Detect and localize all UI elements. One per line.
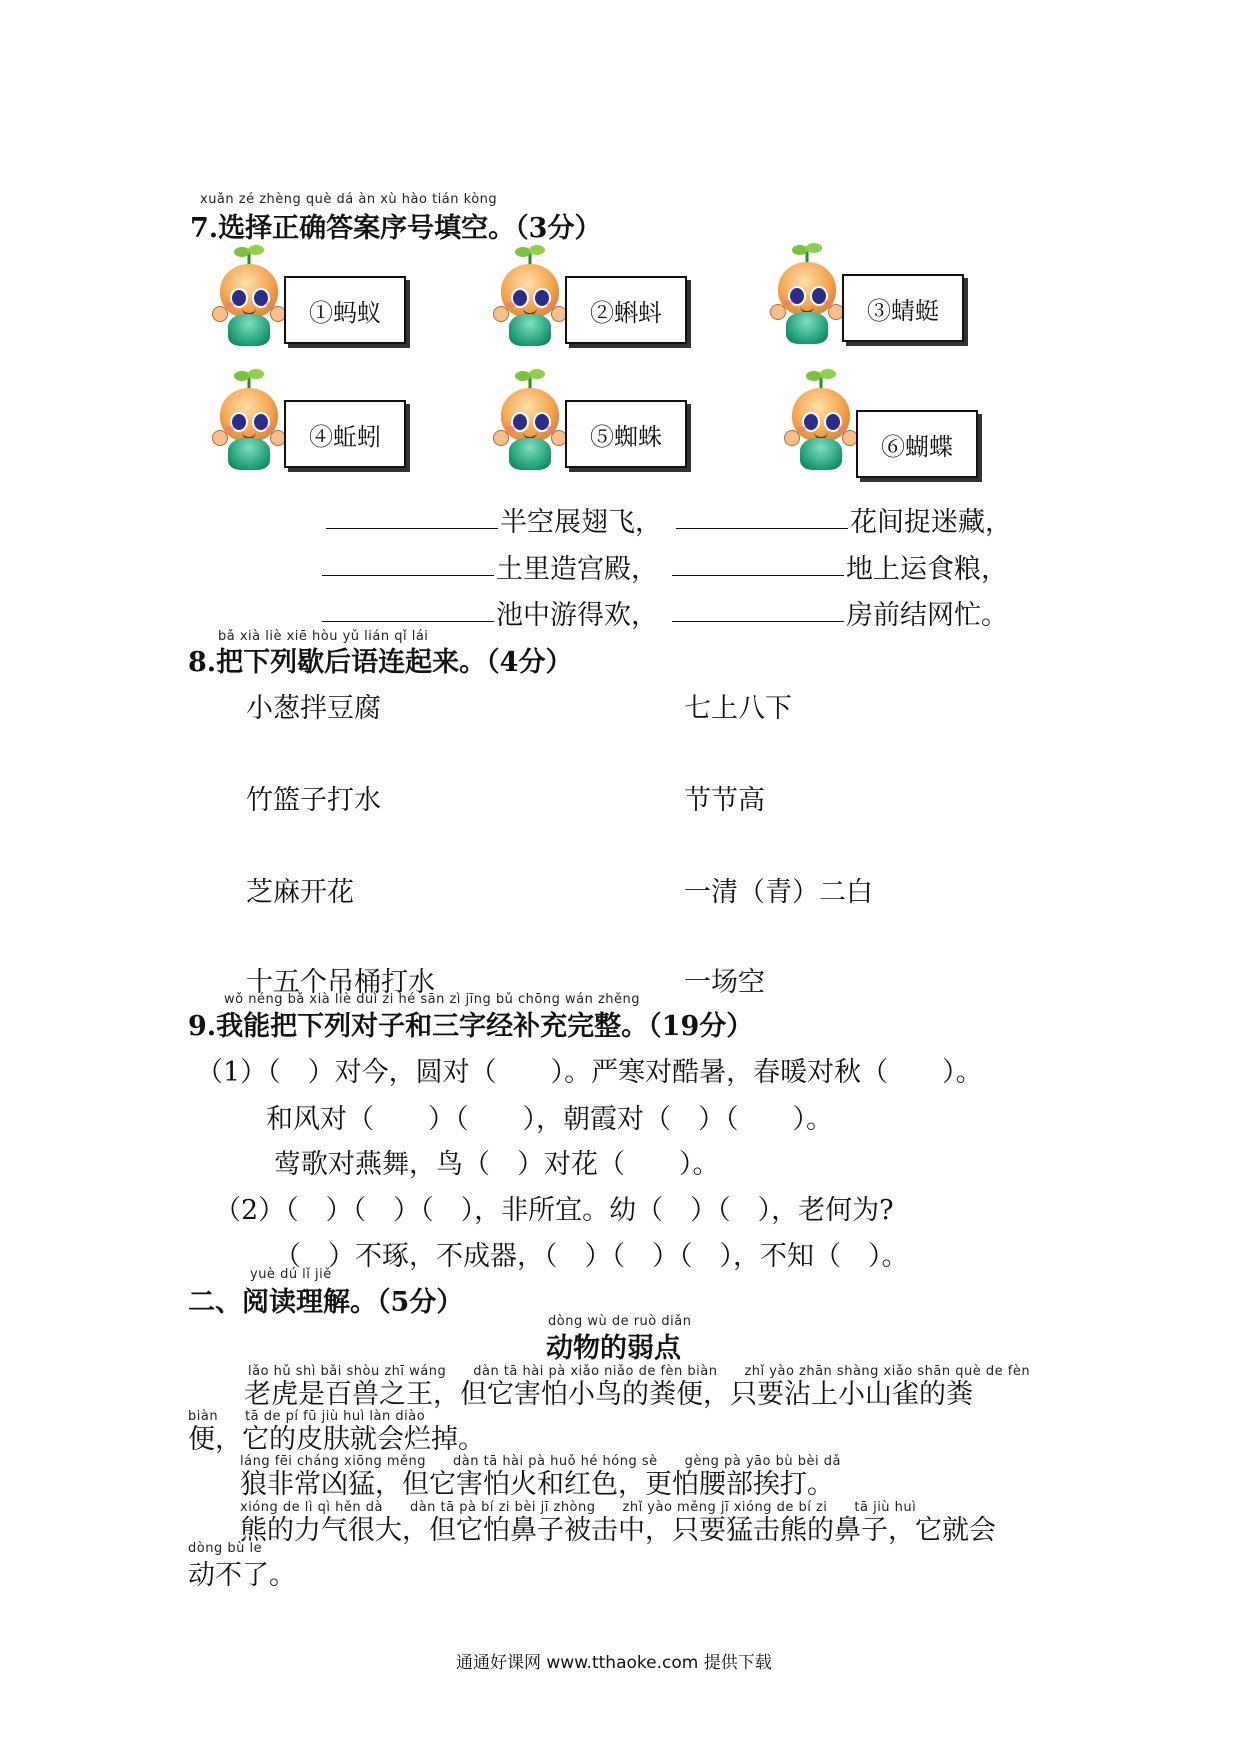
mascot-icon bbox=[212, 366, 284, 474]
para1-pinyin-1: lǎo hǔ shì bǎi shòu zhī wáng dàn tā hài pà xiǎo niǎo de fèn biàn zhǐ yào zhān shàng xiǎo shān què de fèn bbox=[248, 1364, 1031, 1379]
para3-pinyin-2: dòng bù le bbox=[188, 1541, 263, 1556]
para3-text-2: 动不了。 bbox=[188, 1560, 296, 1591]
q7-line-2: 土里造宫殿， 地上运食粮， bbox=[322, 547, 1008, 586]
option-box-2: ②蝌蚪 bbox=[565, 276, 687, 344]
q7-line-1: 半空展翅飞， 花间捉迷藏， bbox=[326, 500, 1012, 539]
q8-pinyin: bǎ xià liè xiē hòu yǔ lián qǐ lái bbox=[218, 629, 429, 644]
footer-source: 通通好课网 www.tthaoke.com 提供下载 bbox=[456, 1653, 772, 1673]
q9-line-5[interactable]: （ ）不琢，不成器，（ ）（ ）（ ），不知（ ）。 bbox=[274, 1241, 909, 1272]
part2-pinyin: yuè dú lǐ jiě bbox=[250, 1267, 332, 1282]
q7-title: 7.选择正确答案序号填空。（3分） bbox=[190, 213, 602, 244]
q9-title: 9.我能把下列对子和三字经补充完整。（19分） bbox=[188, 1011, 754, 1042]
q8-right-3[interactable]: 一清（青）二白 bbox=[684, 877, 873, 908]
q9-line-2[interactable]: 和风对（ ）（ ），朝霞对（ ）（ ）。 bbox=[266, 1104, 833, 1135]
mascot-icon bbox=[212, 242, 284, 350]
answer-blank[interactable] bbox=[322, 620, 494, 622]
option-box-1: ①蚂蚁 bbox=[284, 276, 406, 344]
para1-text-2: 便，它的皮肤就会烂掉。 bbox=[188, 1424, 485, 1455]
q9-line-3[interactable]: 莺歌对燕舞，鸟（ ）对花（ ）。 bbox=[274, 1149, 720, 1180]
para3-text-1: 熊的力气很大，但它怕鼻子被击中，只要猛击熊的鼻子，它就会 bbox=[240, 1515, 996, 1546]
story-title-pinyin: dòng wù de ruò diǎn bbox=[548, 1314, 692, 1329]
answer-blank[interactable] bbox=[326, 527, 498, 529]
para2-text-1: 狼非常凶猛，但它害怕火和红色，更怕腰部挨打。 bbox=[240, 1469, 834, 1500]
q8-left-1[interactable]: 小葱拌豆腐 bbox=[246, 693, 381, 724]
q8-left-3[interactable]: 芝麻开花 bbox=[246, 877, 354, 908]
para2-pinyin-1: láng fēi cháng xiōng měng dàn tā hài pà huǒ hé hóng sè gèng pà yāo bù bèi dǎ bbox=[240, 1454, 841, 1469]
story-title: 动物的弱点 bbox=[546, 1333, 681, 1364]
para3-pinyin-1: xióng de lì qì hěn dà dàn tā pà bí zi bèi jī zhòng zhǐ yào měng jī xióng de bí zi tā jiù huì bbox=[240, 1500, 917, 1515]
answer-blank[interactable] bbox=[672, 574, 844, 576]
para1-text-1: 老虎是百兽之王，但它害怕小鸟的粪便，只要沾上小山雀的粪 bbox=[244, 1379, 973, 1410]
q8-title: 8.把下列歇后语连起来。（4分） bbox=[188, 647, 573, 678]
option-box-5: ⑤蜘蛛 bbox=[565, 400, 687, 468]
q8-left-4[interactable]: 十五个吊桶打水 bbox=[246, 967, 435, 998]
part2-title: 二、阅读理解。（5分） bbox=[188, 1287, 464, 1318]
mascot-icon bbox=[784, 366, 856, 474]
answer-blank[interactable] bbox=[672, 620, 844, 622]
option-box-3: ③蜻蜓 bbox=[842, 274, 964, 342]
q8-right-4[interactable]: 一场空 bbox=[684, 967, 765, 998]
answer-blank[interactable] bbox=[322, 574, 494, 576]
mascot-icon bbox=[493, 242, 565, 350]
q8-right-2[interactable]: 节节高 bbox=[684, 785, 765, 816]
q7-pinyin: xuǎn zé zhèng què dá àn xù hào tián kòng bbox=[200, 192, 498, 207]
answer-blank[interactable] bbox=[676, 527, 848, 529]
q8-left-2[interactable]: 竹篮子打水 bbox=[246, 785, 381, 816]
q9-line-1[interactable]: （1）（ ）对今，圆对（ ）。严寒对酷暑，春暖对秋（ ）。 bbox=[196, 1057, 983, 1088]
q7-line-3: 池中游得欢， 房前结网忙。 bbox=[322, 593, 1008, 632]
mascot-icon bbox=[770, 240, 842, 348]
q8-right-1[interactable]: 七上八下 bbox=[684, 693, 792, 724]
mascot-icon bbox=[493, 366, 565, 474]
option-box-6: ⑥蝴蝶 bbox=[856, 410, 978, 478]
para1-pinyin-2: biàn tā de pí fū jiù huì làn diào bbox=[188, 1409, 426, 1424]
q9-line-4[interactable]: （2）（ ）（ ）（ ），非所宜。幼（ ）（ ），老何为? bbox=[214, 1195, 894, 1226]
q9-pinyin: wǒ néng bǎ xià liè duì zi hé sān zì jīng bǔ chōng wán zhěng bbox=[224, 992, 640, 1007]
option-box-4: ④蚯蚓 bbox=[284, 400, 406, 468]
